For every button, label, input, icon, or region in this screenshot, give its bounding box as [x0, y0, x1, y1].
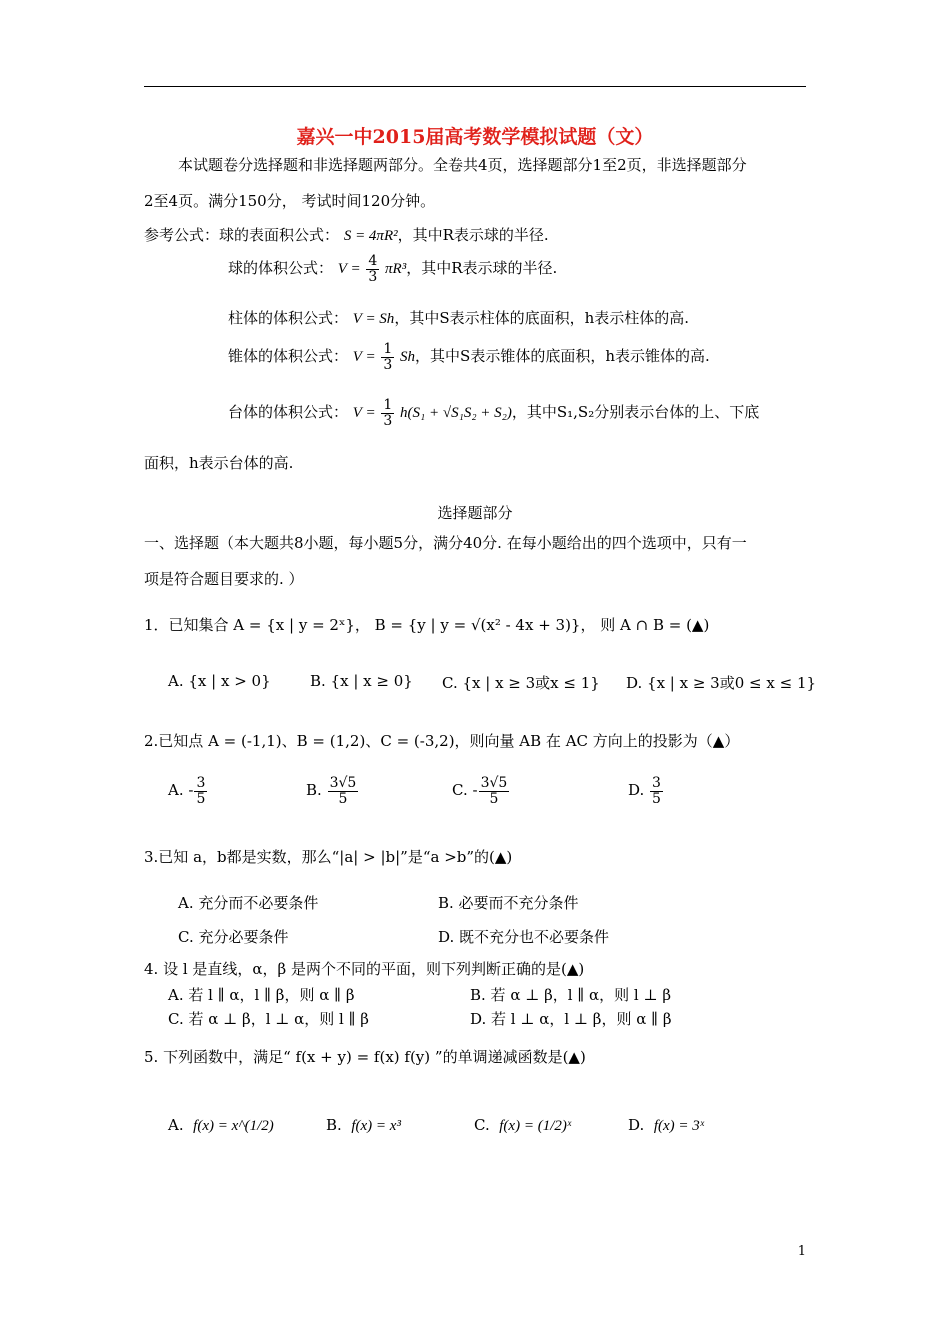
formula-lhs: V = [337, 261, 361, 278]
fraction: $\frac{1}{3}$ [383, 341, 393, 373]
formula-rest: πR³ [385, 261, 407, 278]
fraction: $\frac{1}{3}$ [383, 397, 393, 429]
formula-label: 参考公式： [144, 226, 220, 244]
formula-name: 柱体的体积公式： [228, 309, 349, 327]
formula-rest: h(S₁ + √S₁S₂ + S₂) [400, 405, 512, 422]
question-5-option-a: A. f(x) = x^(1/2) [168, 1116, 274, 1134]
formula-desc: ，其中S₁,S₂分别表示台体的上、下底 [511, 403, 760, 422]
formula-lhs: V = [352, 405, 376, 422]
formula-desc: ，其中R表示球的半径. [406, 259, 558, 278]
question-5-option-c: C. f(x) = (1/2)ˣ [474, 1116, 572, 1134]
question-3-option-c: C. 充分必要条件 [178, 928, 289, 946]
question-5-option-b: B. f(x) = x³ [326, 1116, 401, 1134]
question-2-stem: 2.已知点 A = (-1,1)、B = (1,2)、C = (-3,2)，则向量 AB 在 AC 方向上的投影为（▲） [144, 732, 740, 750]
formula-desc: ，其中S表示柱体的底面积，h表示柱体的高. [394, 309, 690, 327]
formula-frustum-desc-2: 面积，h表示台体的高. [144, 454, 294, 472]
question-4-option-a: A. 若 l ∥ α，l ∥ β，则 α ∥ β [168, 986, 355, 1004]
header-rule [144, 86, 806, 87]
question-1-option-b: B. {x | x ≥ 0} [310, 672, 413, 690]
question-5-stem: 5. 下列函数中，满足“ f(x + y) = f(x) f(y) ”的单调递减函数是(▲) [144, 1048, 586, 1066]
question-4-option-b: B. 若 α ⊥ β，l ∥ α，则 l ⊥ β [470, 986, 672, 1004]
question-4-option-c: C. 若 α ⊥ β，l ⊥ α，则 l ∥ β [168, 1010, 369, 1028]
question-4-stem: 4. 设 l 是直线，α，β 是两个不同的平面，则下列判断正确的是(▲) [144, 960, 585, 978]
question-2-option-a: A. - $\frac{3}{5}$ [168, 775, 206, 807]
formula-name: 台体的体积公式： [228, 403, 349, 422]
question-2-option-d: D. $\frac{3}{5}$ [628, 775, 661, 807]
intro-line-1: 本试题卷分选择题和非选择题两部分。全卷共4页，选择题部分1至2页，非选择题部分 [178, 156, 747, 174]
question-1-option-a: A. {x | x > 0} [168, 672, 271, 690]
question-2-option-c: C. - $\frac{3√5}{5}$ [452, 775, 508, 807]
formula-prism-volume [228, 307, 689, 328]
part-one-line-1: 一、选择题（本大题共8小题，每小题5分，满分40分. 在每小题给出的四个选项中，只有一 [144, 534, 747, 552]
formula-desc: ，其中S表示锥体的底面积，h表示锥体的高. [415, 347, 710, 366]
question-3-stem: 3.已知 a，b都是实数，那么“|a| > |b|”是“a >b”的(▲) [144, 848, 513, 866]
question-1-option-c: C. {x | x ≥ 3或x ≤ 1} [442, 674, 600, 692]
question-3-option-d: D. 既不充分也不必要条件 [438, 928, 610, 946]
part-one-line-2: 项是符合题目要求的. ） [144, 570, 304, 588]
intro-line-2: 2至4页。满分150分， 考试时间120分钟。 [144, 192, 436, 210]
fraction: $\frac{4}{3}$ [368, 253, 378, 285]
formula-desc: ，其中R表示球的半径. [397, 226, 549, 244]
formula-frustum-volume [228, 398, 759, 428]
formula-sphere-volume [228, 254, 557, 284]
page-number: 1 [797, 1244, 806, 1259]
question-4-option-d: D. 若 l ⊥ α，l ⊥ β，则 α ∥ β [470, 1010, 672, 1028]
question-3-option-a: A. 充分而不必要条件 [178, 894, 319, 912]
formula-expr: V = Sh [352, 311, 395, 327]
formula-rest: Sh [400, 349, 416, 366]
page-title: 嘉兴一中2015届高考数学模拟试题（文） [296, 126, 654, 148]
question-3-option-b: B. 必要而不充分条件 [438, 894, 579, 912]
question-1-stem: 1．已知集合 A = {x | y = 2ˣ}， B = {y | y = √(x² - 4x + 3)}， 则 A ∩ B = (▲) [144, 616, 710, 634]
section-title: 选择题部分 [437, 504, 513, 522]
formula-cone-volume [228, 342, 710, 372]
formula-expr: S = 4πR² [343, 228, 398, 244]
question-1-option-d: D. {x | x ≥ 3或0 ≤ x ≤ 1} [626, 674, 817, 692]
formula-name: 球的体积公式： [228, 259, 334, 278]
formula-name: 锥体的体积公式： [228, 347, 349, 366]
formula-lhs: V = [352, 349, 376, 366]
question-2-option-b: B. $\frac{3√5}{5}$ [306, 775, 357, 807]
formula-sphere-area [144, 224, 549, 245]
question-5-option-d: D. f(x) = 3ˣ [628, 1116, 704, 1134]
formula-name: 球的表面积公式： [219, 226, 340, 244]
